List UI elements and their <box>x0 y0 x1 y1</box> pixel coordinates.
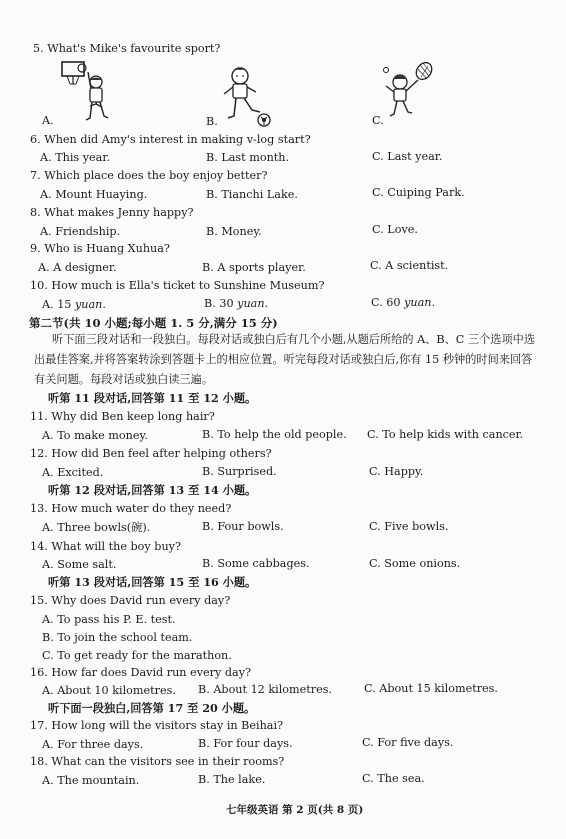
option-10a: A. 15 yuan. <box>42 298 106 311</box>
page-footer: 七年级英语 第 2 页(共 8 页) <box>226 804 364 816</box>
option-11a: A. To make money. <box>42 429 148 442</box>
option-10b: B. 30 yuan. <box>204 297 269 310</box>
option-18a: A. The mountain. <box>42 774 140 787</box>
question-11: 11. Why did Ben keep long hair? <box>30 410 215 423</box>
option-18c: C. The sea. <box>362 772 425 785</box>
option-15a: A. To pass his P. E. test. <box>42 613 176 626</box>
option-14a: A. Some salt. <box>42 558 117 571</box>
option-16b: B. About 12 kilometres. <box>198 683 333 696</box>
option-15b: B. To join the school team. <box>42 631 193 644</box>
option-13a: A. Three bowls(碗). <box>42 521 151 534</box>
question-13: 13. How much water do they need? <box>30 502 232 515</box>
basketball-player-icon <box>60 58 122 124</box>
option-6b: B. Last month. <box>206 151 290 164</box>
option-12a: A. Excited. <box>42 466 104 479</box>
question-10: 10. How much is Ella's ticket to Sunshine Museum? <box>30 279 325 292</box>
question-7: 7. Which place does the boy enjoy better? <box>30 169 268 182</box>
soccer-player-icon <box>212 62 274 128</box>
option-8c: C. Love. <box>372 223 418 236</box>
option-7a: A. Mount Huaying. <box>40 188 148 201</box>
question-16: 16. How far does David run every day? <box>30 666 252 679</box>
section-2-header: 第二节(共 10 小题;每小题 1. 5 分,满分 15 分) <box>29 316 278 330</box>
dialogue-13-heading: 听第 13 段对话,回答第 15 至 16 小题。 <box>48 575 257 589</box>
tennis-player-icon <box>376 60 438 118</box>
option-6a: A. This year. <box>40 151 111 164</box>
option-16c: C. About 15 kilometres. <box>364 682 498 695</box>
question-12: 12. How did Ben feel after helping others? <box>30 447 272 460</box>
option-17c: C. For five days. <box>362 736 454 749</box>
option-14b: B. Some cabbages. <box>202 557 310 570</box>
monologue-heading: 听下面一段独白,回答第 17 至 20 小题。 <box>48 701 256 715</box>
question-8: 8. What makes Jenny happy? <box>30 206 194 219</box>
option-5b: B. <box>206 115 218 128</box>
option-6c: C. Last year. <box>372 150 443 163</box>
question-17: 17. How long will the visitors stay in Beihai? <box>30 719 284 732</box>
dialogue-12-heading: 听第 12 段对话,回答第 13 至 14 小题。 <box>48 483 257 497</box>
option-15c: C. To get ready for the marathon. <box>42 649 232 662</box>
option-5a: A. <box>42 114 54 127</box>
option-12c: C. Happy. <box>369 465 424 478</box>
option-17a: A. For three days. <box>42 738 144 751</box>
option-7b: B. Tianchi Lake. <box>206 188 298 201</box>
option-7c: C. Cuiping Park. <box>372 186 465 199</box>
dialogue-11-heading: 听第 11 段对话,回答第 11 至 12 小题。 <box>48 391 257 405</box>
option-9a: A. A designer. <box>38 261 117 274</box>
section-2-instructions: 听下面三段对话和一段独白。每段对话或独白后有几个小题,从题后所给的 A、B、C 三个选项中选出最佳答案,并将答案转涂到答题卡上的相应位置。听完每段对话或独白后,你有 15 秒钟的时间来回答有关问题。每段对话或独白读三遍。 <box>34 333 536 386</box>
question-15: 15. Why does David run every day? <box>30 594 231 607</box>
option-11c: C. To help kids with cancer. <box>367 428 524 441</box>
option-9b: B. A sports player. <box>202 261 306 274</box>
option-11b: B. To help the old people. <box>202 428 347 441</box>
option-12b: B. Surprised. <box>202 465 277 478</box>
option-16a: A. About 10 kilometres. <box>42 684 176 697</box>
option-5c: C. <box>372 114 384 127</box>
question-14: 14. What will the boy buy? <box>30 540 181 553</box>
option-8b: B. Money. <box>206 225 262 238</box>
option-17b: B. For four days. <box>198 737 293 750</box>
option-10c: C. 60 yuan. <box>371 296 436 309</box>
option-13c: C. Five bowls. <box>369 520 449 533</box>
option-8a: A. Friendship. <box>40 225 121 238</box>
option-9c: C. A scientist. <box>370 259 449 272</box>
question-6: 6. When did Amy's interest in making v-log start? <box>30 133 311 146</box>
option-14c: C. Some onions. <box>369 557 461 570</box>
question-5: 5. What's Mike's favourite sport? <box>33 42 221 55</box>
question-9: 9. Who is Huang Xuhua? <box>30 242 170 255</box>
option-13b: B. Four bowls. <box>202 520 284 533</box>
question-18: 18. What can the visitors see in their rooms? <box>30 755 285 768</box>
option-18b: B. The lake. <box>198 773 266 786</box>
